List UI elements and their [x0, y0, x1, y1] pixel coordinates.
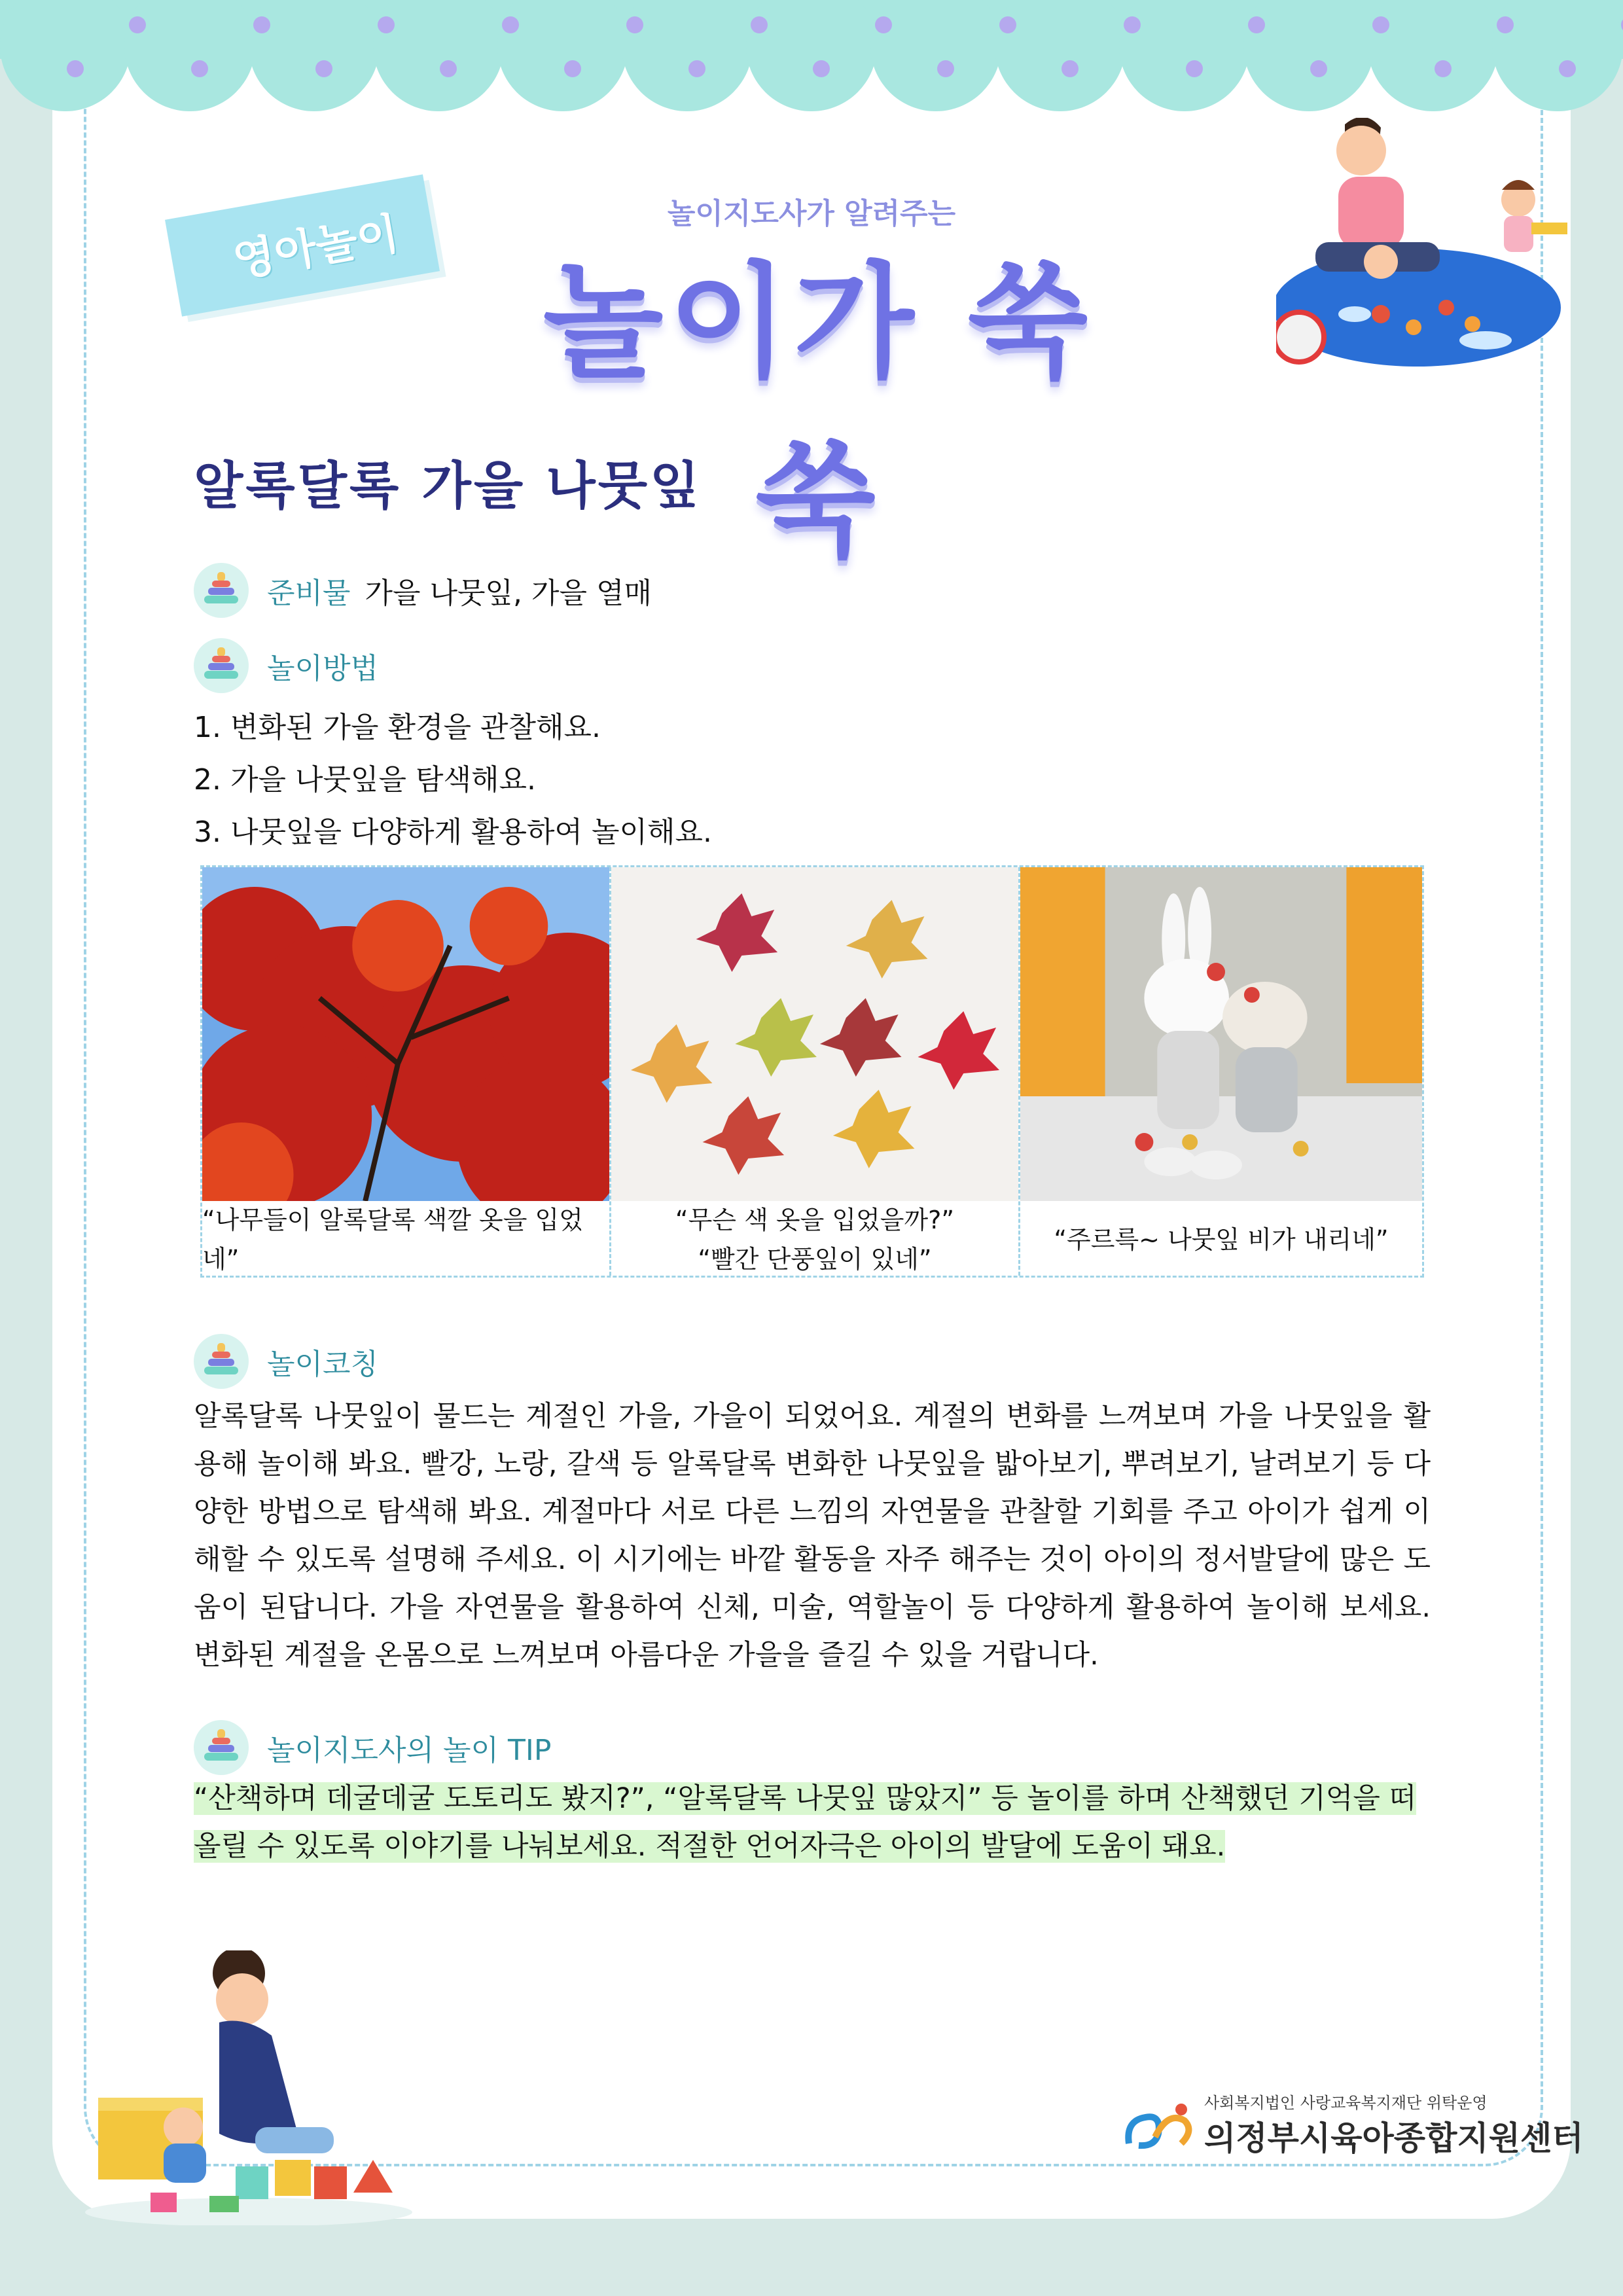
materials-value: 가을 나뭇잎, 가을 열매: [365, 577, 652, 610]
org-name: 의정부시육아종합지원센터: [1204, 2119, 1584, 2157]
tip-text-block: [194, 1775, 1431, 1871]
caption-line: “나무들이 알록달록 색깔 옷을 입었네”: [202, 1205, 583, 1274]
scattered-maple-leaves-photo: [611, 867, 1018, 1201]
stacking-rings-icon: [194, 563, 249, 618]
stacking-rings-icon: [194, 638, 249, 693]
parent-child-play-illustration: [1276, 118, 1577, 380]
materials-label: 준비물: [267, 577, 351, 610]
stacking-rings-icon: [194, 1720, 249, 1775]
photo-gallery: [200, 865, 1424, 1278]
caption-line: “빨간 단풍잎이 있네”: [698, 1244, 932, 1274]
method-steps: [194, 702, 712, 859]
org-logo-icon: [1119, 2098, 1198, 2157]
organization-logo: [1119, 2085, 1584, 2157]
method-section: [194, 638, 378, 693]
photo-caption: [611, 1201, 1018, 1278]
category-tag-label: 영아놀이: [229, 207, 403, 287]
coaching-section: [194, 1334, 378, 1389]
tip-text: “산책하며 데굴데굴 도토리도 봤지?”, “알록달록 나뭇잎 많았지” 등 놀이를 하며 산책했던 기억을 떠올릴 수 있도록 이야기를 나눠보세요. 적절한 언어자극은 아이의 발달에 도움이 돼요.: [194, 1782, 1417, 1863]
tip-label: 놀이지도사의 놀이 TIP: [267, 1734, 552, 1767]
coaching-label: 놀이코칭: [267, 1348, 379, 1381]
stacking-rings-icon: [194, 1334, 249, 1389]
caption-line: “주르륵~ 나뭇잎 비가 내리네”: [1054, 1225, 1389, 1254]
method-step: 1. 변화된 가을 환경을 관찰해요.: [194, 711, 601, 744]
org-subtitle: 사회복지법인 사랑교육복지재단 위탁운영: [1204, 2094, 1488, 2112]
page-title: 알록달록 가을 나뭇잎: [194, 457, 702, 516]
photo-cell: [611, 867, 1020, 1276]
method-step: 3. 나뭇잎을 다양하게 활용하여 놀이해요.: [194, 816, 712, 849]
tip-section: [194, 1720, 551, 1775]
mother-baby-blocks-illustration: [79, 1950, 419, 2225]
coaching-text: 알록달록 나뭇잎이 물드는 계절인 가을, 가을이 되었어요. 계절의 변화를 느껴보며 가을 나뭇잎을 활용해 놀이해 봐요. 빨강, 노랑, 갈색 등 알록달록 변화한 나뭇잎을 밟아보기, 뿌려보기, 날려보기 등 다양한 방법으로 탐색해 봐요. 계절마다 서로 다른 느낌의 자연물을 관찰할 기회를 주고 아이가 쉽게 이해할 수 있도록 설명해 주세요. 이 시기에는 바깥 활동을 자주 해주는 것이 아이의 정서발달에 많은 도움이 된답니다. 가을 자연물을 활용하여 신체, 미술, 역할놀이 등 다양하게 활용하여 놀이해 보세요. 변화된 계절을 온몸으로 느껴보며 아름다운 가을을 즐길 수 있을 거랍니다.: [194, 1400, 1431, 1672]
photo-cell: [1020, 867, 1422, 1276]
method-step: 2. 가을 나뭇잎을 탐색해요.: [194, 763, 536, 797]
stuffed-bunny-and-bear-with-leaves-photo: [1020, 867, 1422, 1201]
header-title: 놀이가 쑥쑥: [543, 250, 1094, 573]
header-subtitle: 놀이지도사가 알려주는: [667, 197, 956, 230]
method-label: 놀이방법: [267, 652, 379, 685]
caption-line: “무슨 색 옷을 입었을까?”: [675, 1205, 955, 1234]
photo-cell: [202, 867, 611, 1276]
photo-caption: [202, 1201, 609, 1278]
materials-section: [194, 563, 652, 618]
photo-caption: [1020, 1201, 1422, 1278]
red-autumn-maple-tree-photo: [202, 867, 609, 1201]
scallop-header-decoration: [0, 0, 1623, 115]
